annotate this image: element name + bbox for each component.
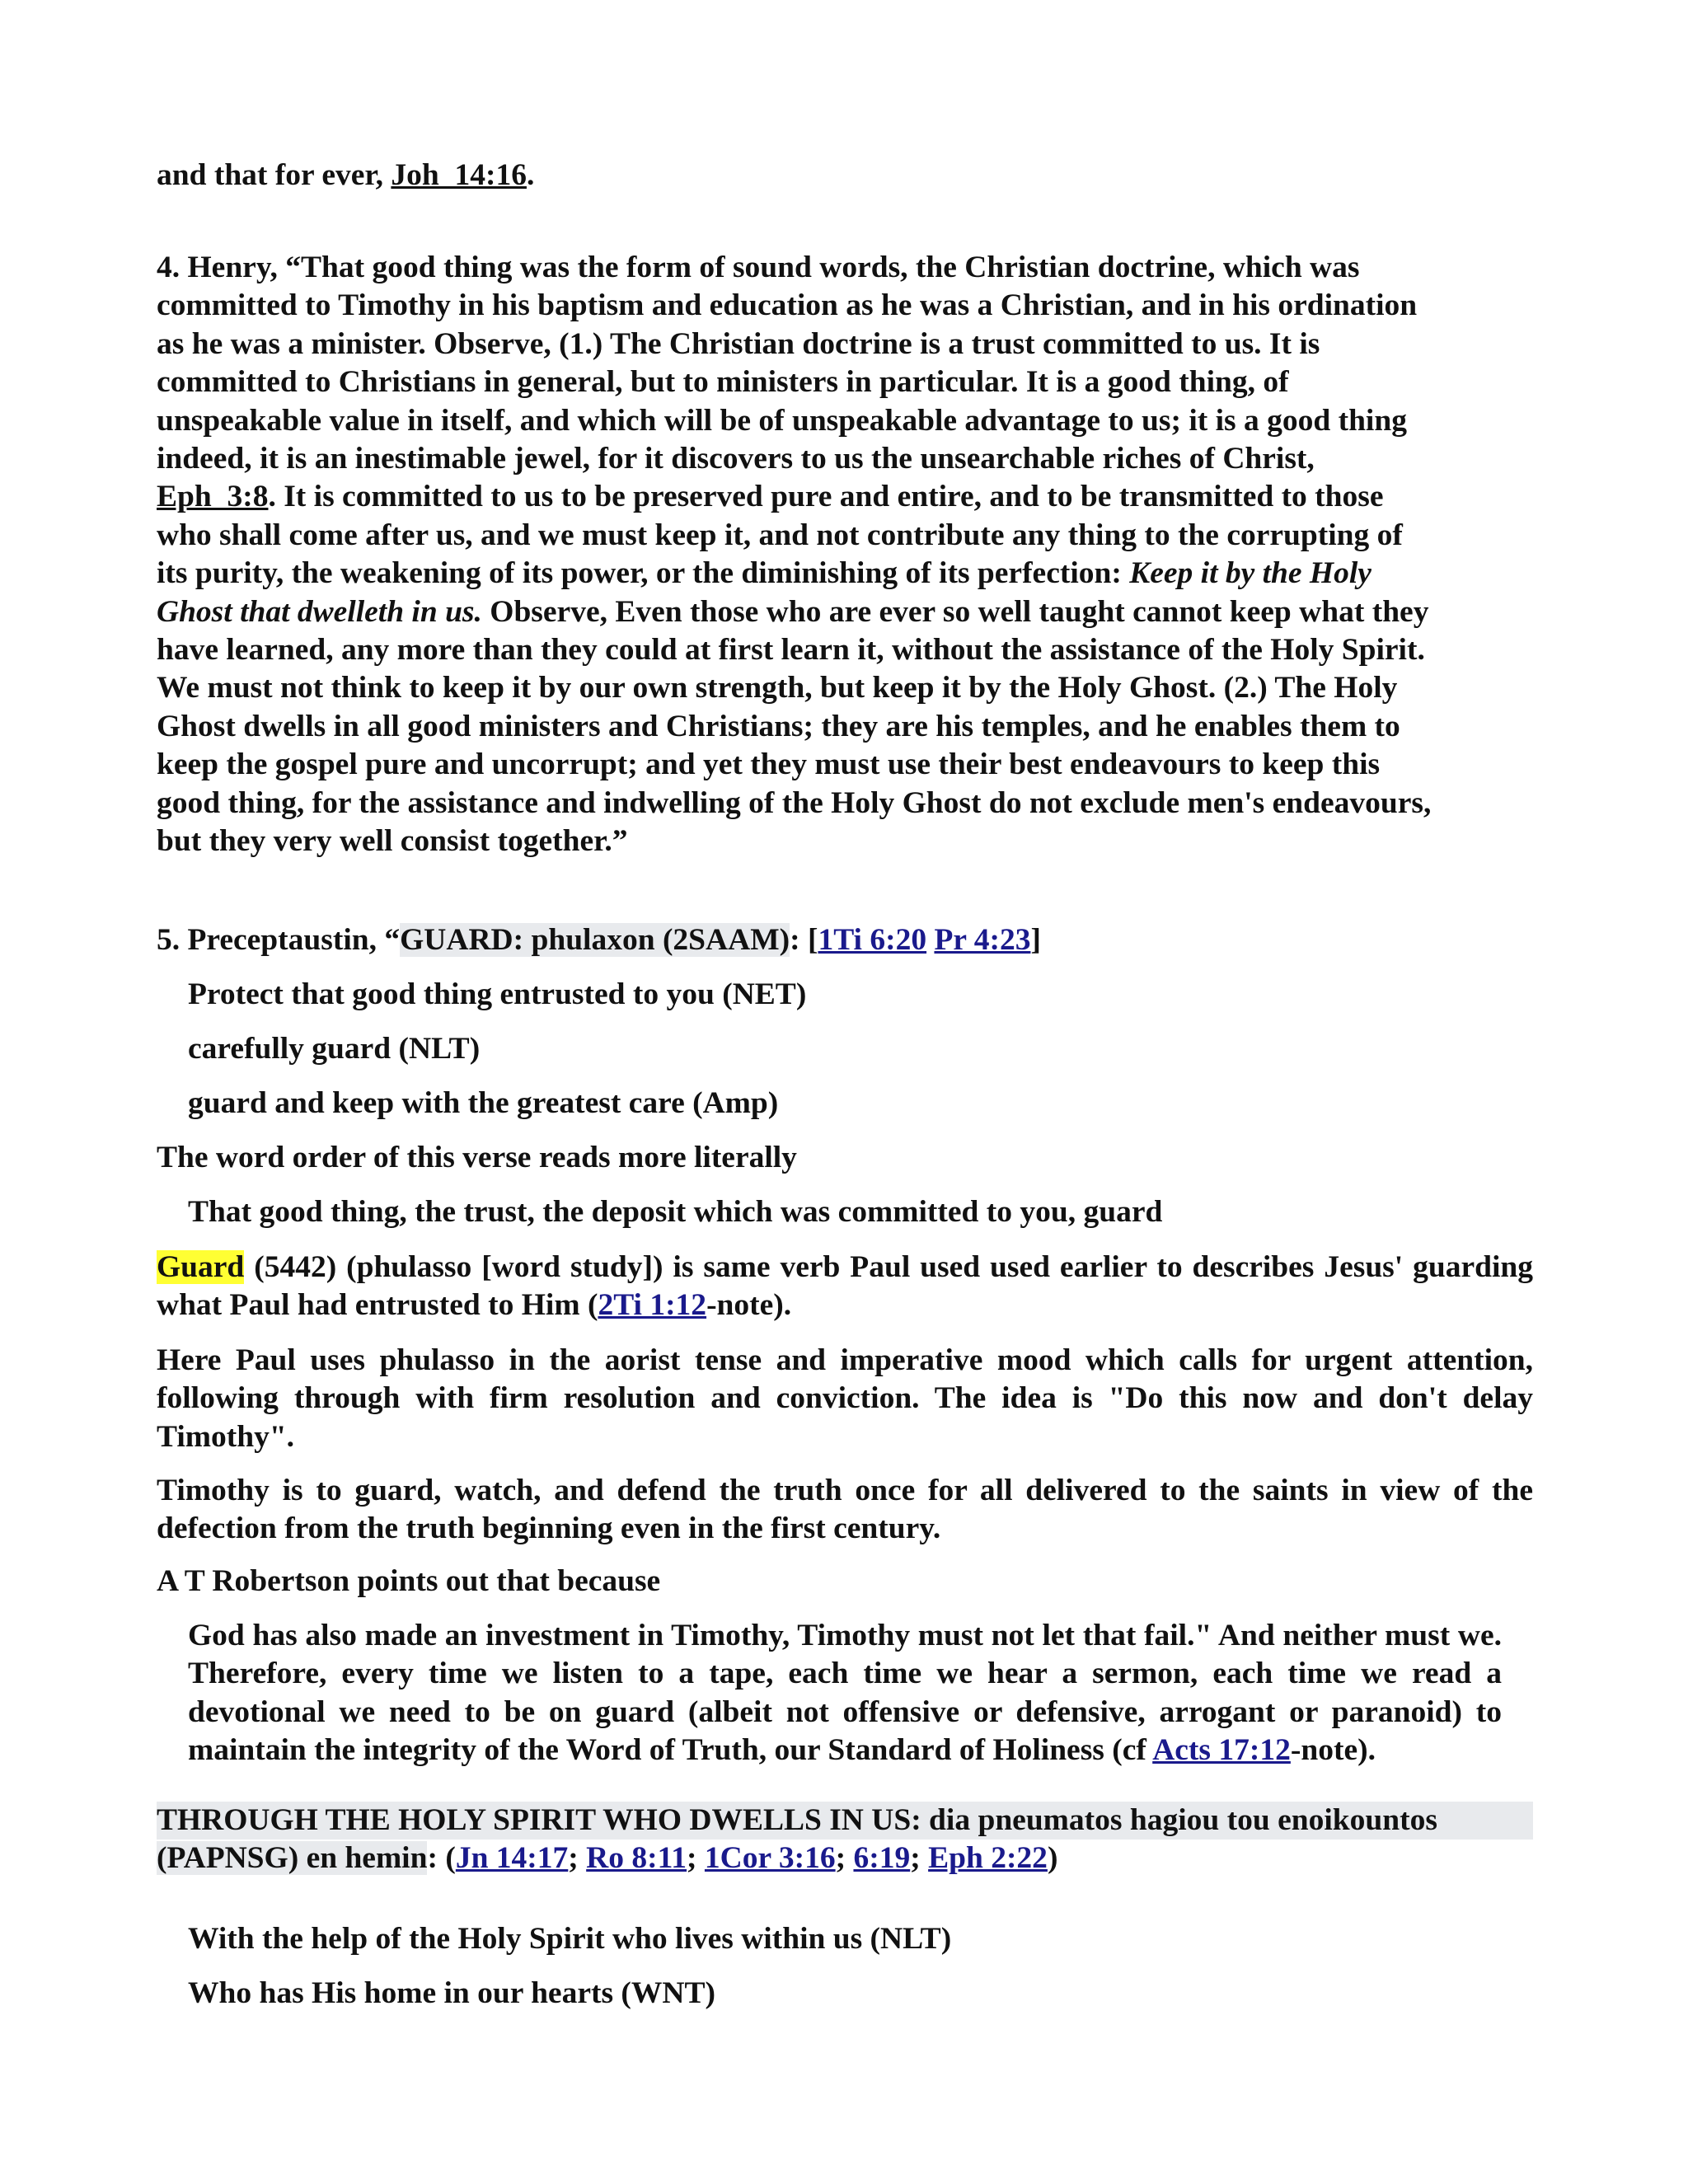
henry-line-5: unspeakable value in itself, and which will be of unspeakable advantage to us; it is a good thing — [157, 403, 1407, 438]
translation-nlt: carefully guard (NLT) — [188, 1032, 481, 1066]
ref-jn-14-17[interactable]: Jn 14:17 — [455, 1841, 569, 1876]
henry-line-6: indeed, it is an inestimable jewel, for it discovers to us the unsearchable riches of Christ, — [157, 442, 1315, 476]
ref-2ti-1-12[interactable]: 2Ti 1:12 — [598, 1288, 707, 1323]
henry-quote — [157, 249, 1431, 861]
translation-net: Protect that good thing entrusted to you (NET) — [188, 977, 807, 1011]
translation-spirit-wnt: Who has His home in our hearts (WNT) — [188, 1976, 715, 2010]
henry-line-7 — [157, 478, 1431, 516]
robertson-intro: A T Robertson points out that because — [157, 1564, 661, 1598]
ref-eph-2-22[interactable]: Eph 2:22 — [928, 1841, 1048, 1876]
ref-6-19[interactable]: 6:19 — [853, 1841, 911, 1876]
aorist-paragraph: Here Paul uses phulasso in the aorist tense and imperative mood which calls for urgent attention, following through with firm resolution and conviction. The idea is "Do this now and don't delay Timothy". — [157, 1343, 1533, 1454]
ref-ro-8-11[interactable]: Ro 8:11 — [586, 1841, 687, 1876]
ref-1ti-6-20[interactable]: 1Ti 6:20 — [818, 923, 927, 957]
henry-line-14: keep the gospel pure and uncorrupt; and yet they must use their best endeavours to keep this — [157, 748, 1381, 782]
henry-line-4: committed to Christians in general, but to ministers in particular. It is a good thing, of — [157, 365, 1289, 400]
robertson-quote-text: God has also made an investment in Timothy, Timothy must not let that fail." And neither must we. Therefore, every time we listen to a tape, each time we hear a sermon, each time we read a devotional we need to be on guard (albeit not offensive or defensive, arrogant or paranoid) to maintain the integrity of the Word of Truth, our Standard of Holiness (cf — [188, 1619, 1502, 1768]
henry-italic-2: Ghost that dwelleth in us. — [157, 594, 482, 629]
spirit-heading-b: (PAPNSG) en hemin — [157, 1841, 428, 1876]
guard-highlight: Guard — [157, 1250, 245, 1284]
ref-separator: ; — [568, 1841, 587, 1876]
robertson-quote — [188, 1617, 1502, 1770]
translation-spirit-nlt: With the help of the Holy Spirit who lives within us (NLT) — [188, 1922, 952, 1956]
henry-after-ref: . It is committed to us to be preserved pure and entire, and to be transmitted to those — [268, 480, 1384, 514]
ref-separator: ; — [835, 1841, 854, 1876]
intro-end: . — [526, 158, 535, 192]
henry-after-italic: Observe, Even those who are ever so well taught cannot keep what they — [481, 594, 1429, 629]
ref-1cor-3-16[interactable]: 1Cor 3:16 — [704, 1841, 836, 1876]
ref-separator: ; — [910, 1841, 929, 1876]
ref-separator: ; — [687, 1841, 705, 1876]
henry-line-3: as he was a minister. Observe, (1.) The Christian doctrine is a trust committed to us. It is — [157, 326, 1320, 361]
henry-line-2: committed to Timothy in his baptism and education as he was a Christian, and in his ordination — [157, 288, 1418, 323]
guard-heading: GUARD: phulaxon (2SAAM) — [400, 923, 790, 957]
spirit-close: ) — [1047, 1841, 1058, 1876]
guard-paragraph — [157, 1249, 1533, 1325]
spirit-heading — [157, 1802, 1533, 1878]
translation-amp: guard and keep with the greatest care (Amp) — [188, 1086, 779, 1120]
henry-line-9 — [157, 555, 1431, 593]
spirit-colon: : ( — [427, 1841, 456, 1876]
literal-reading: That good thing, the trust, the deposit which was committed to you, guard — [188, 1195, 1163, 1229]
henry-purity: its purity, the weakening of its power, or the diminishing of its perfection: — [157, 556, 1130, 591]
spirit-heading-line-1: THROUGH THE HOLY SPIRIT WHO DWELLS IN US: dia pneumatos hagiou tou enoikountos — [157, 1802, 1533, 1840]
precept-heading — [157, 921, 1041, 959]
spirit-heading-line-2 — [157, 1840, 1533, 1877]
ref-joh-14-16[interactable]: Joh_14:16 — [391, 158, 527, 192]
henry-line-16: but they very well consist together.” — [157, 824, 628, 859]
henry-line-11: have learned, any more than they could at first learn it, without the assistance of the Holy Spirit. — [157, 633, 1425, 668]
ref-eph-3-8[interactable]: Eph_3:8 — [157, 480, 269, 514]
precept-colon: : [ — [790, 923, 818, 957]
intro-line — [157, 157, 534, 194]
precept-prefix: 5. Preceptaustin, “ — [157, 923, 401, 957]
guard-text: (5442) (phulasso [word study]) is same verb Paul used used earlier to describes Jesus' guarding what Paul had entrusted to Him ( — [157, 1250, 1533, 1323]
ref-pr-4-23[interactable]: Pr 4:23 — [934, 923, 1031, 957]
henry-line-12: We must not think to keep it by our own strength, but keep it by the Holy Ghost. (2.) The Holy — [157, 671, 1398, 705]
henry-line-1: 4. Henry, “That good thing was the form of sound words, the Christian doctrine, which was — [157, 251, 1360, 284]
henry-italic-1: Keep it by the Holy — [1129, 556, 1372, 591]
defend-paragraph: Timothy is to guard, watch, and defend the truth once for all delivered to the saints in view of the defection from the truth beginning even in the first century. — [157, 1474, 1533, 1546]
word-order-text: The word order of this verse reads more literally — [157, 1141, 797, 1174]
precept-close: ] — [1030, 923, 1041, 957]
intro-text: and that for ever, — [157, 158, 392, 192]
ref-acts-17-12[interactable]: Acts 17:12 — [1152, 1733, 1291, 1768]
guard-end: -note). — [706, 1288, 792, 1323]
henry-line-10 — [157, 593, 1431, 631]
henry-line-15: good thing, for the assistance and indwelling of the Holy Ghost do not exclude men's endeavours, — [157, 785, 1432, 820]
henry-line-8: who shall come after us, and we must keep it, and not contribute any thing to the corrupting of — [157, 518, 1403, 552]
robertson-quote-end: -note). — [1290, 1733, 1376, 1768]
henry-line-13: Ghost dwells in all good ministers and Christians; they are his temples, and he enables them to — [157, 709, 1400, 743]
